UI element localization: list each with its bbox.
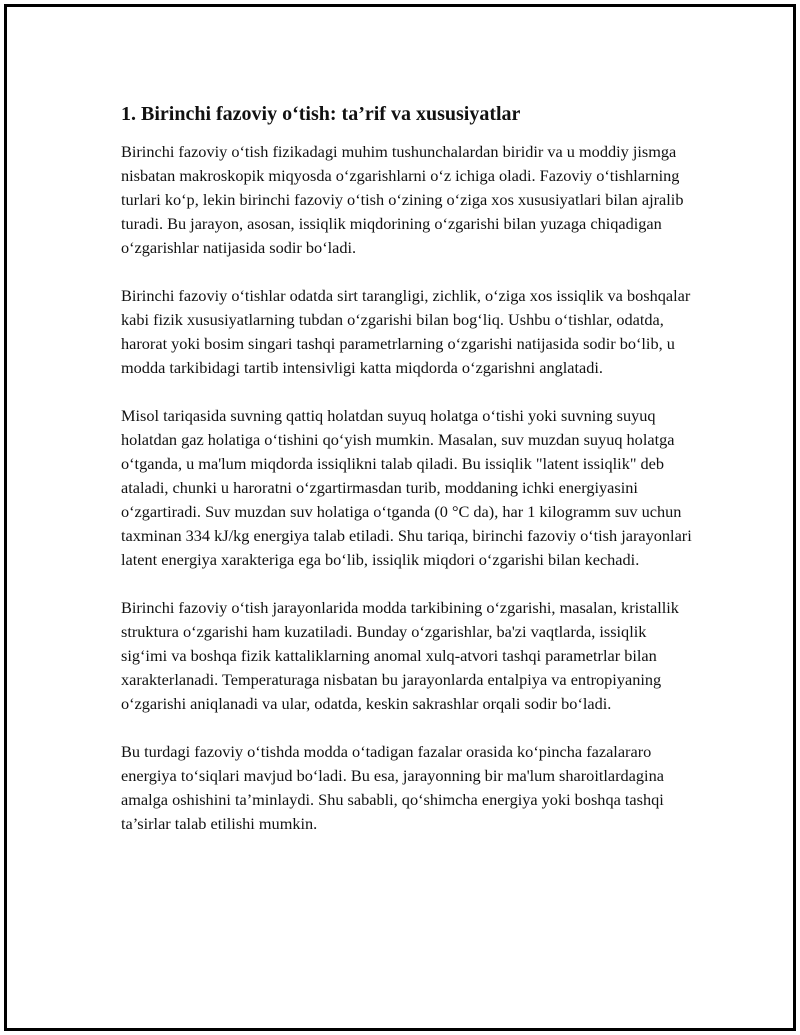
paragraph-3: Misol tariqasida suvning qattiq holatdan suyuq holatga oʻtishi yoki suvning suyuq holatdan gaz holatiga oʻtishini qoʻyish mumkin. Masalan, suv muzdan suyuq holatga oʻtganda, u ma'lum miqdorda issiqlikni talab qiladi. Bu issiqlik "latent issiqlik" deb ataladi, chunki u haroratni oʻzgartirmasdan turib, moddaning ichki energiyasini oʻzgartiradi. Suv muzdan suv holatiga oʻtganda (0 °C da), har 1 kilogramm suv uchun taxminan 334 kJ/kg energiya talab etiladi. Shu tariqa, birinchi fazoviy oʻtish jarayonlari latent energiya xarakteriga ega boʻlib, issiqlik miqdori oʻzgarishi bilan kechadi. xyxy=(121,406,692,569)
page-frame xyxy=(4,4,796,1031)
paragraph-4: Birinchi fazoviy oʻtish jarayonlarida modda tarkibining oʻzgarishi, masalan, kristallik struktura oʻzgarishi ham kuzatiladi. Bunday oʻzgarishlar, ba'zi vaqtlarda, issiqlik sigʻimi va boshqa fizik kattaliklarning anomal xulq-atvori tashqi parametrlar bilan xarakterlanadi. Temperaturaga nisbatan bu jarayonlarda entalpiya va entropiyaning oʻzgarishi aniqlanadi va ular, odatda, keskin sakrashlar orqali sodir boʻladi. xyxy=(121,598,679,713)
paragraph-2: Birinchi fazoviy oʻtishlar odatda sirt tarangligi, zichlik, oʻziga xos issiqlik va boshqalar kabi fizik xususiyatlarning tubdan oʻzgarishi bilan bogʻliq. Ushbu oʻtishlar, odatda, harorat yoki bosim singari tashqi parametrlarning oʻzgarishi natijasida sodir boʻlib, u modda tarkibidagi tartib intensivligi katta miqdorda oʻzgarishni anglatadi. xyxy=(121,286,691,377)
paragraph-5: Bu turdagi fazoviy oʻtishda modda oʻtadigan fazalar orasida koʻpincha fazalararo energiya toʻsiqlari mavjud boʻladi. Bu esa, jarayonning bir ma'lum sharoitlardagina amalga oshishini ta’minlaydi. Shu sababli, qoʻshimcha energiya yoki boshqa tashqi ta’sirlar talab etilishi mumkin. xyxy=(121,742,664,833)
paragraph-1: Birinchi fazoviy oʻtish fizikadagi muhim tushunchalardan biridir va u moddiy jismga nisbatan makroskopik miqyosda oʻzgarishlarni oʻz ichiga oladi. Fazoviy oʻtishlarning turlari koʻp, lekin birinchi fazoviy oʻtish oʻzining oʻziga xos xususiyatlari bilan ajralib turadi. Bu jarayon, asosan, issiqlik miqdorining oʻzgarishi bilan yuzaga chiqadigan oʻzgarishlar natijasida sodir boʻladi. xyxy=(121,142,684,257)
section-heading: 1. Birinchi fazoviy oʻtish: ta’rif va xususiyatlar xyxy=(121,103,521,125)
document-body xyxy=(121,100,693,860)
